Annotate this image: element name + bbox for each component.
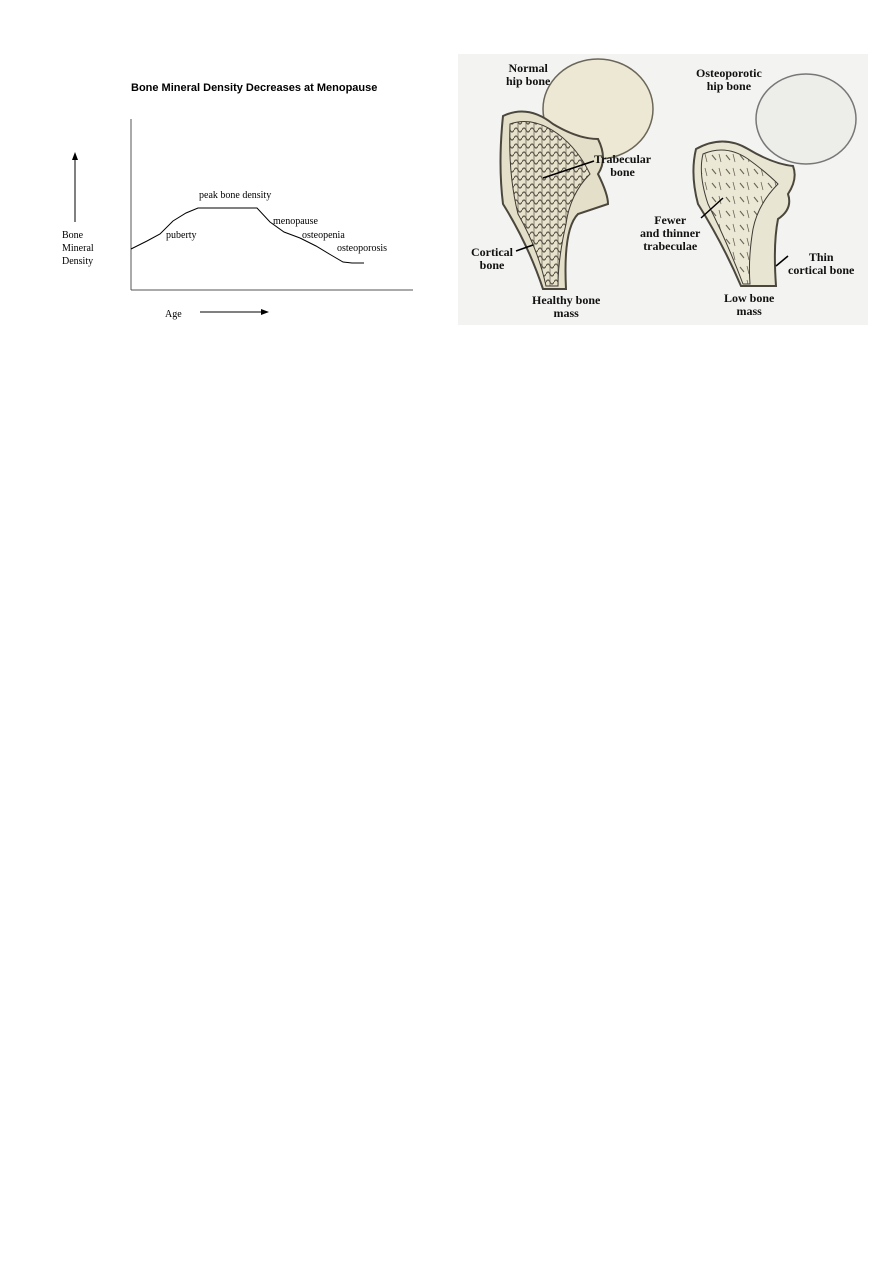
y-arrow-head bbox=[72, 152, 78, 160]
label-thin-cortical-bone: Thin cortical bone bbox=[788, 250, 855, 277]
label-menopause: menopause bbox=[273, 216, 318, 227]
label-trabecular-bone: Trabecular bone bbox=[594, 152, 652, 179]
x-arrow-head bbox=[261, 309, 269, 315]
x-axis-label: Age bbox=[165, 309, 182, 320]
label-normal-hip-bone: Normal hip bone bbox=[506, 61, 551, 88]
y-label-line: Bone bbox=[62, 230, 84, 241]
y-label-line: Density bbox=[62, 256, 94, 267]
label-puberty: puberty bbox=[166, 230, 197, 241]
chart-title: Bone Mineral Density Decreases at Menopause bbox=[131, 82, 378, 94]
label-osteoporosis: osteoporosis bbox=[337, 243, 387, 254]
hip-bone-illustration bbox=[458, 54, 868, 325]
label-fewer-thinner-trabeculae: Fewer and thinner trabeculae bbox=[640, 213, 701, 253]
label-healthy-bone-mass: Healthy bone mass bbox=[532, 293, 601, 320]
leader-thin bbox=[776, 256, 788, 266]
label-cortical-bone: Cortical bone bbox=[471, 245, 513, 272]
label-low-bone-mass: Low bone mass bbox=[724, 291, 775, 318]
label-peak: peak bone density bbox=[199, 190, 272, 201]
y-axis-label bbox=[62, 229, 94, 268]
y-label-line: Mineral bbox=[62, 243, 94, 254]
femur-drawing bbox=[458, 54, 868, 325]
label-osteopenia: osteopenia bbox=[302, 230, 345, 241]
label-osteoporotic-hip-bone: Osteoporotic hip bone bbox=[696, 66, 762, 93]
